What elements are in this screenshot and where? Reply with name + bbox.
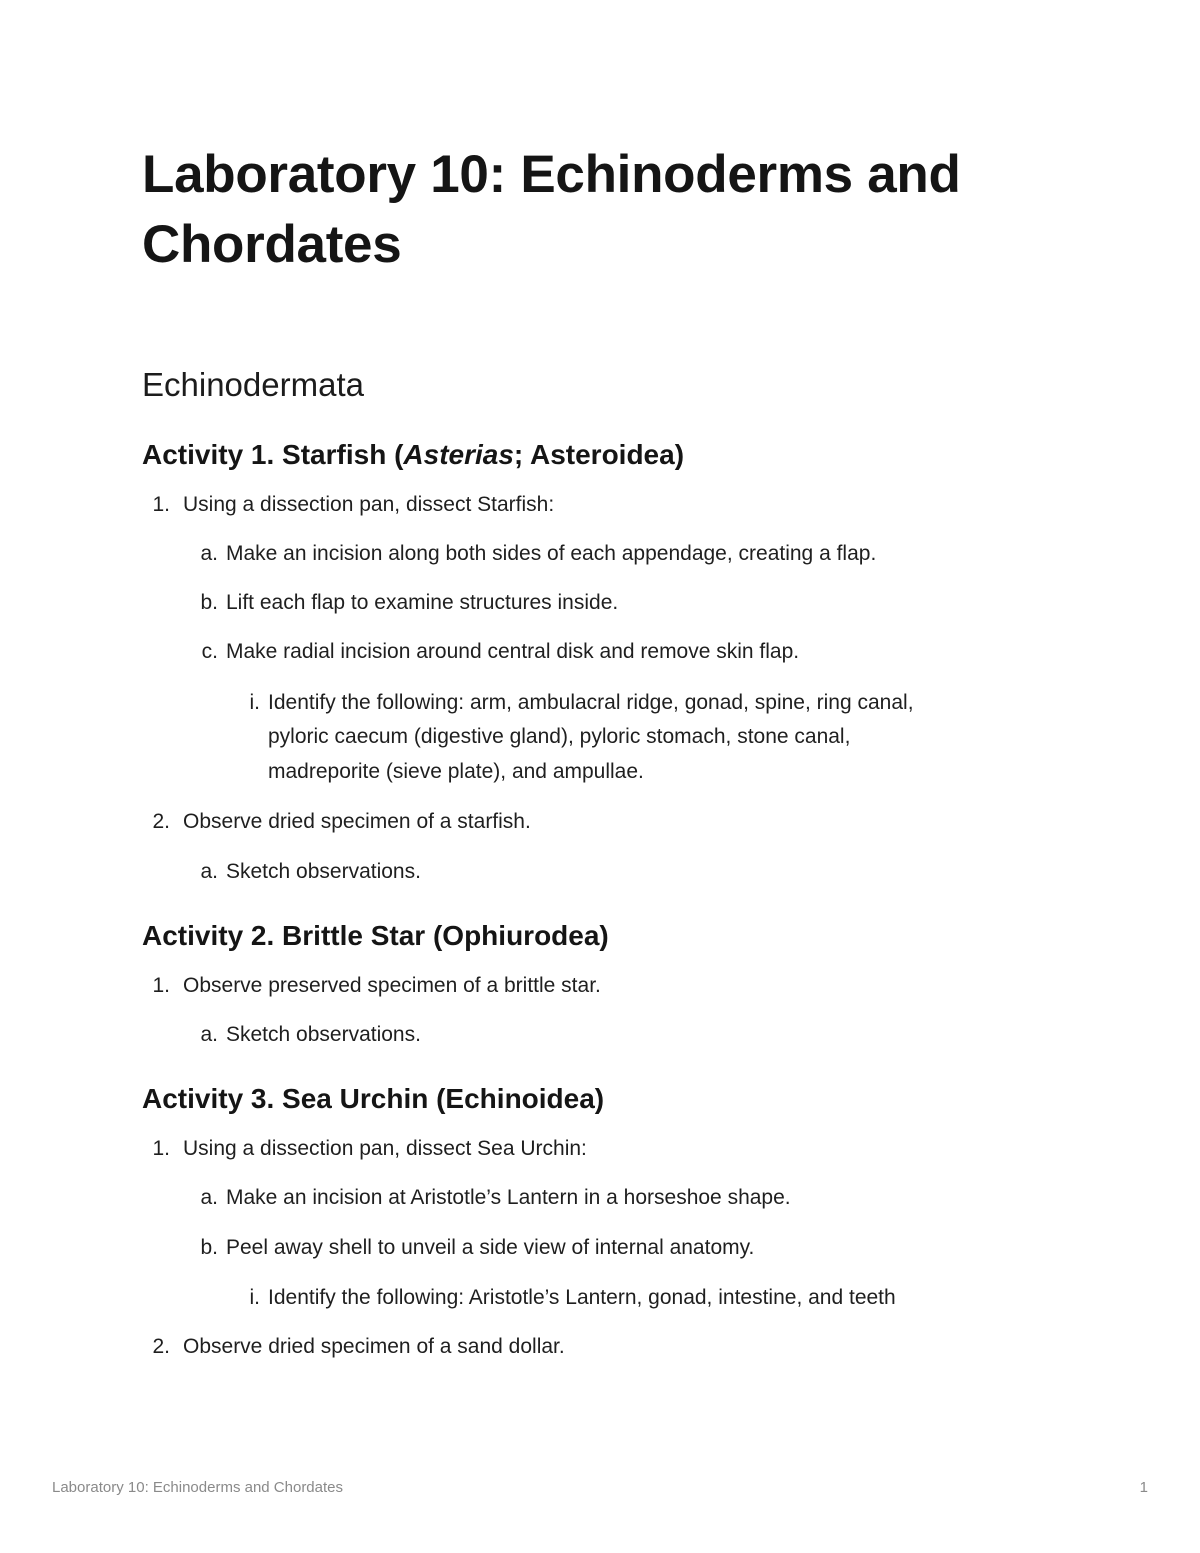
list-marker: a. — [200, 860, 218, 883]
list-item-text-line-3: madreporite (sieve plate), and ampullae. — [268, 760, 644, 783]
list-item-text: Sketch observations. — [226, 860, 421, 883]
list-item-text: Using a dissection pan, dissect Sea Urchin: — [183, 1137, 587, 1160]
list-marker: 1. — [152, 974, 170, 997]
list-item-text: Observe dried specimen of a sand dollar. — [183, 1335, 565, 1358]
list-marker: c. — [201, 640, 218, 663]
footer-title: Laboratory 10: Echinoderms and Chordates — [52, 1479, 344, 1496]
footer-page-number: 1 — [1139, 1479, 1148, 1496]
list-marker: 2. — [152, 810, 170, 833]
list-marker: i. — [249, 1286, 260, 1309]
list-marker: a. — [200, 1023, 218, 1046]
list-marker: 1. — [152, 1137, 170, 1160]
list-marker: b. — [200, 1236, 218, 1259]
activity-1-heading-genus: Asterias — [403, 439, 514, 470]
list-marker: 2. — [152, 1335, 170, 1358]
activity-3-heading: Activity 3. Sea Urchin (Echinoidea) — [142, 1083, 605, 1114]
list-item-text: Observe dried specimen of a starfish. — [183, 810, 531, 833]
list-item-text: Using a dissection pan, dissect Starfish: — [183, 493, 555, 516]
list-item-text: Make an incision at Aristotle’s Lantern in a horseshoe shape. — [226, 1186, 791, 1209]
activity-1-heading-suffix: ; Asteroidea) — [513, 439, 685, 470]
document-title: Laboratory 10: Echinoderms and Chordates — [142, 145, 961, 274]
list-marker: a. — [200, 1186, 218, 1209]
list-marker: a. — [200, 542, 218, 565]
activity-2-heading: Activity 2. Brittle Star (Ophiurodea) — [142, 920, 609, 951]
list-marker: b. — [200, 591, 218, 614]
list-item-text: Lift each flap to examine structures inside. — [226, 591, 619, 614]
list-item-text: Observe preserved specimen of a brittle star. — [183, 974, 601, 997]
section-heading-echinodermata: Echinodermata — [142, 366, 364, 403]
list-item-text-line-1: Identify the following: arm, ambulacral ridge, gonad, spine, ring canal, — [268, 691, 914, 714]
list-item-text: Make an incision along both sides of each appendage, creating a flap. — [226, 542, 877, 565]
list-item-text: Sketch observations. — [226, 1023, 421, 1046]
list-marker: i. — [249, 691, 260, 714]
list-marker: 1. — [152, 493, 170, 516]
list-item-text: Identify the following: Aristotle’s Lantern, gonad, intestine, and teeth — [268, 1286, 896, 1309]
list-item-text-line-2: pyloric caecum (digestive gland), pyloric stomach, stone canal, — [268, 725, 851, 748]
list-item-text: Make radial incision around central disk and remove skin flap. — [226, 640, 800, 663]
list-item-text: Peel away shell to unveil a side view of internal anatomy. — [226, 1236, 755, 1259]
activity-1-heading-prefix: Activity 1. Starfish ( — [142, 439, 404, 470]
activity-1-heading — [142, 437, 684, 473]
